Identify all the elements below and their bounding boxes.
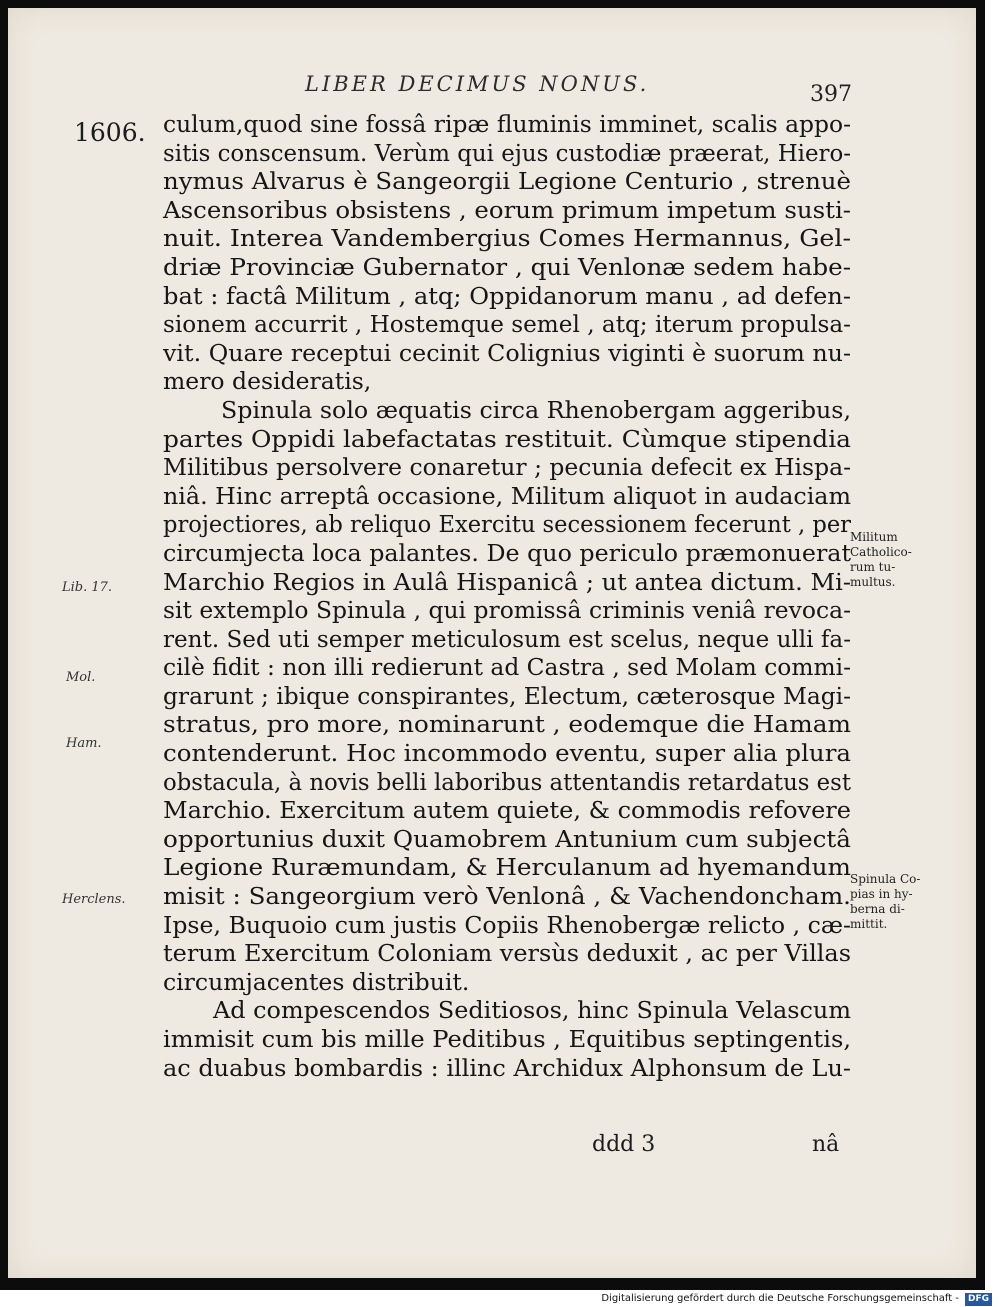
page-number: 397 xyxy=(810,82,852,107)
text-line: Marchio. Exercitum autem quiete, & commodis refovere xyxy=(163,796,851,825)
text-line: nymus Alvarus è Sangeorgii Legione Centurio , strenuè xyxy=(163,167,851,196)
margin-note-lib: Lib. 17. xyxy=(62,580,113,595)
text-line: opportunius duxit Quamobrem Antunium cum subjectâ xyxy=(163,824,851,853)
dfg-logo: DFG xyxy=(965,1293,992,1306)
text-line: Spinula solo æquatis circa Rhenobergam aggeribus, xyxy=(221,395,851,424)
text-line: Militibus persolvere conaretur ; pecunia defecit ex Hispa- xyxy=(163,453,851,482)
text-line: obstacula, à novis belli laboribus attentandis retardatus est xyxy=(163,767,851,796)
margin-note-mol: Mol. xyxy=(66,670,96,685)
year-marker: 1606. xyxy=(74,118,146,147)
text-line: mero desideratis, xyxy=(163,367,372,396)
text-line: niâ. Hinc arreptâ occasione, Militum aliquot in audaciam xyxy=(163,481,851,510)
body-text xyxy=(163,110,853,1082)
text-line: contenderunt. Hoc incommodo eventu, super alia plura xyxy=(163,739,851,768)
text-line: bat : factâ Militum , atq; Oppidanorum manu , ad defen- xyxy=(163,281,852,310)
text-line: rent. Sed uti semper meticulosum est scelus, neque ulli fa- xyxy=(163,624,851,653)
text-line: Legione Ruræmundam, & Herculanum ad hyemandum xyxy=(163,853,851,882)
margin-note-spinula: Spinula Co-pias in hy-berna di-mittit. xyxy=(850,872,921,931)
signature-mark: ddd 3 xyxy=(592,1132,656,1157)
text-line: projectiores, ab reliquo Exercitu secessionem fecerunt , per xyxy=(163,510,851,539)
text-line: sionem accurrit , Hostemque semel , atq; iterum propulsa- xyxy=(163,310,851,339)
text-line: misit : Sangeorgium verò Venlonâ , & Vachendoncham. xyxy=(163,882,851,911)
margin-note-militum: Militum Catholico-rum tu-multus. xyxy=(850,530,912,589)
text-line: circumjecta loca palantes. De quo periculo præmonuerat xyxy=(163,538,851,567)
margin-note-ham: Ham. xyxy=(66,736,102,751)
dfg-banner xyxy=(2,1290,992,1307)
text-line: Ipse, Buquoio cum justis Copiis Rhenobergæ relicto , cæ- xyxy=(163,910,851,939)
running-head: LIBER DECIMUS NONUS. xyxy=(305,72,650,96)
text-line: cilè fidit : non illi redierunt ad Castra , sed Molam commi- xyxy=(163,653,851,682)
text-line: sitis conscensum. Verùm qui ejus custodiæ præerat, Hiero- xyxy=(163,138,851,167)
banner-text: Digitalisierung gefördert durch die Deutsche Forschungsgemeinschaft - xyxy=(601,1293,959,1304)
catchword: nâ xyxy=(812,1132,840,1157)
text-line: grarunt ; ibique conspirantes, Electum, cæterosque Magi- xyxy=(163,681,851,710)
text-line: Ad compescendos Seditiosos, hinc Spinula Velascum xyxy=(213,996,851,1025)
text-line: culum,quod sine fossâ ripæ fluminis imminet, scalis appo- xyxy=(163,110,851,138)
text-line: sit extemplo Spinula , qui promissâ criminis veniâ revoca- xyxy=(163,596,851,625)
text-line: circumjacentes distribuit. xyxy=(163,967,470,996)
text-line: stratus, pro more, nominarunt , eodemque die Hamam xyxy=(163,710,851,739)
text-line: nuit. Interea Vandembergius Comes Hermannus, Gel- xyxy=(163,224,851,253)
margin-note-herclens: Herclens. xyxy=(62,892,126,907)
text-line: ac duabus bombardis : illinc Archidux Alphonsum de Lu- xyxy=(163,1053,851,1082)
text-line: driæ Provinciæ Gubernator , qui Venlonæ sedem habe- xyxy=(163,252,851,281)
text-line: immisit cum bis mille Peditibus , Equitibus septingentis, xyxy=(163,1025,851,1053)
text-line: partes Oppidi labefactatas restituit. Cùmque stipendia xyxy=(163,424,851,453)
text-line: Marchio Regios in Aulâ Hispanicâ ; ut antea dictum. Mi- xyxy=(163,567,851,596)
text-line: Ascensoribus obsistens , eorum primum impetum susti- xyxy=(163,195,851,224)
text-line: vit. Quare receptui cecinit Colignius viginti è suorum nu- xyxy=(163,338,851,367)
text-line: terum Exercitum Coloniam versùs deduxit , ac per Villas xyxy=(163,939,851,968)
